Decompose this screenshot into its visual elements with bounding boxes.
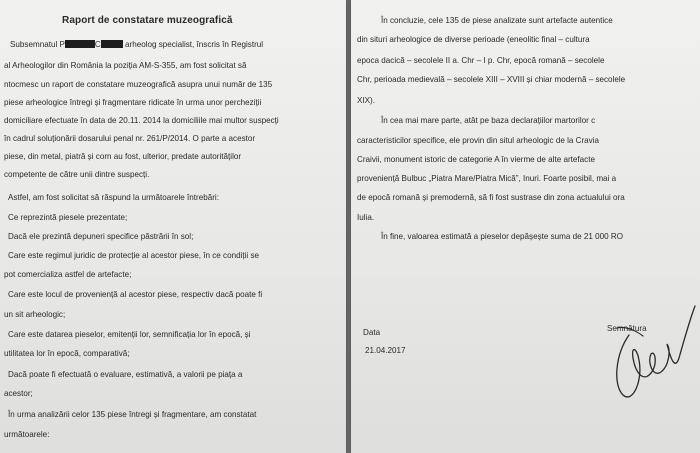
- question-line: Dacă poate fi efectuată o evaluare, estimativă, a valorii pe piața a: [8, 370, 243, 379]
- signature-label: Semnătura: [607, 324, 647, 333]
- text-line: piese arheologice întregi și fragmentare ridicate în urma unor percheziții: [4, 98, 262, 107]
- text-line: În fine, valoarea estimată a pieselor depășește suma de 21 000 RO: [381, 232, 624, 241]
- text-line: competente de către unii dintre suspecți.: [4, 170, 150, 179]
- text-line: caracteristicilor specifice, ele provin din situl arheologic de la Cravia: [357, 136, 600, 145]
- text-line: domiciliare efectuate în data de 20.11. 2014 la domiciliile mai multor suspecți: [4, 116, 279, 125]
- text-line: epoca dacică – secolele II a. Chr – I p. Chr, epocă romană – secolele: [357, 56, 605, 65]
- redaction-block: [101, 40, 123, 48]
- text-line: Chr, perioada medievală – secolele XIII – XVIII și chiar modernă – secolele: [357, 75, 626, 84]
- question-line: pot comercializa astfel de artefacte;: [4, 270, 132, 279]
- report-title: Raport de constatare muzeografică: [62, 15, 233, 26]
- intro-line: Astfel, am fost solicitat să răspund la următoarele întrebări:: [8, 193, 219, 202]
- text-fragment: C: [94, 40, 101, 49]
- text-line-redacted: [10, 40, 263, 50]
- report-page-left: [0, 0, 346, 453]
- report-page-right: [351, 0, 700, 453]
- question-line: Care este locul de proveniență al acestor piese, respectiv dacă poate fi: [8, 290, 263, 299]
- text-line: În concluzie, cele 135 de piese analizate sunt artefacte autentice: [381, 16, 613, 25]
- text-line: în cadrul soluționării dosarului penal nr. 261/P/2014. O parte a acestor: [4, 134, 256, 143]
- question-line: acestor;: [4, 389, 33, 398]
- text-line: din situri arheologice de diverse perioade (eneolitic final – cultura: [357, 35, 590, 44]
- text-line: Craivii, monument istoric de categorie A în vierme de alte artefacte: [357, 155, 595, 164]
- signature-scribble: [609, 300, 699, 410]
- date-value: 21.04.2017: [365, 346, 406, 355]
- closing-line: În urma analizării celor 135 piese întregi și fragmentare, am constatat: [8, 410, 257, 419]
- date-label: Data: [363, 328, 381, 337]
- text-line: Iulia.: [357, 213, 375, 222]
- text-line: de epocă romană și premodernă, să fi fost sustrase din zona actualului ora: [357, 193, 625, 202]
- text-line: proveniență Bulbuc „Piatra Mare/Piatra Mică”, Inuri. Foarte posibil, mai a: [357, 174, 617, 183]
- text-line: XIX).: [357, 96, 375, 105]
- question-line: Dacă ele prezintă depuneri specifice păstrării în sol;: [8, 232, 194, 241]
- text-line: ntocmesc un raport de constatare muzeografică asupra unui număr de 135: [4, 80, 273, 89]
- question-line: un sit arheologic;: [4, 310, 66, 319]
- redaction-block: [65, 40, 95, 48]
- question-line: Care este regimul juridic de protecție al acestor piese, în ce condiții se: [8, 251, 260, 260]
- question-line: utilitatea lor în epocă, comparativă;: [4, 349, 130, 358]
- text-line: al Arheologilor din România la poziția AM-S-355, am fost solicitat să: [4, 61, 247, 70]
- text-fragment: Subsemnatul P: [10, 40, 65, 49]
- text-line: piese, din metal, piatră și corn au fost, ulterior, predate autorităților: [4, 152, 242, 161]
- question-line: Ce reprezintă piesele prezentate;: [8, 213, 128, 222]
- closing-line: următoarele:: [4, 430, 50, 439]
- text-line: În cea mai mare parte, atât pe baza declarațiilor martorilor c: [381, 116, 596, 125]
- question-line: Care este datarea pieselor, emitenții lor, semnificația lor în epocă, și: [8, 330, 251, 339]
- text-fragment: arheolog specialist, înscris în Registrul: [122, 40, 264, 49]
